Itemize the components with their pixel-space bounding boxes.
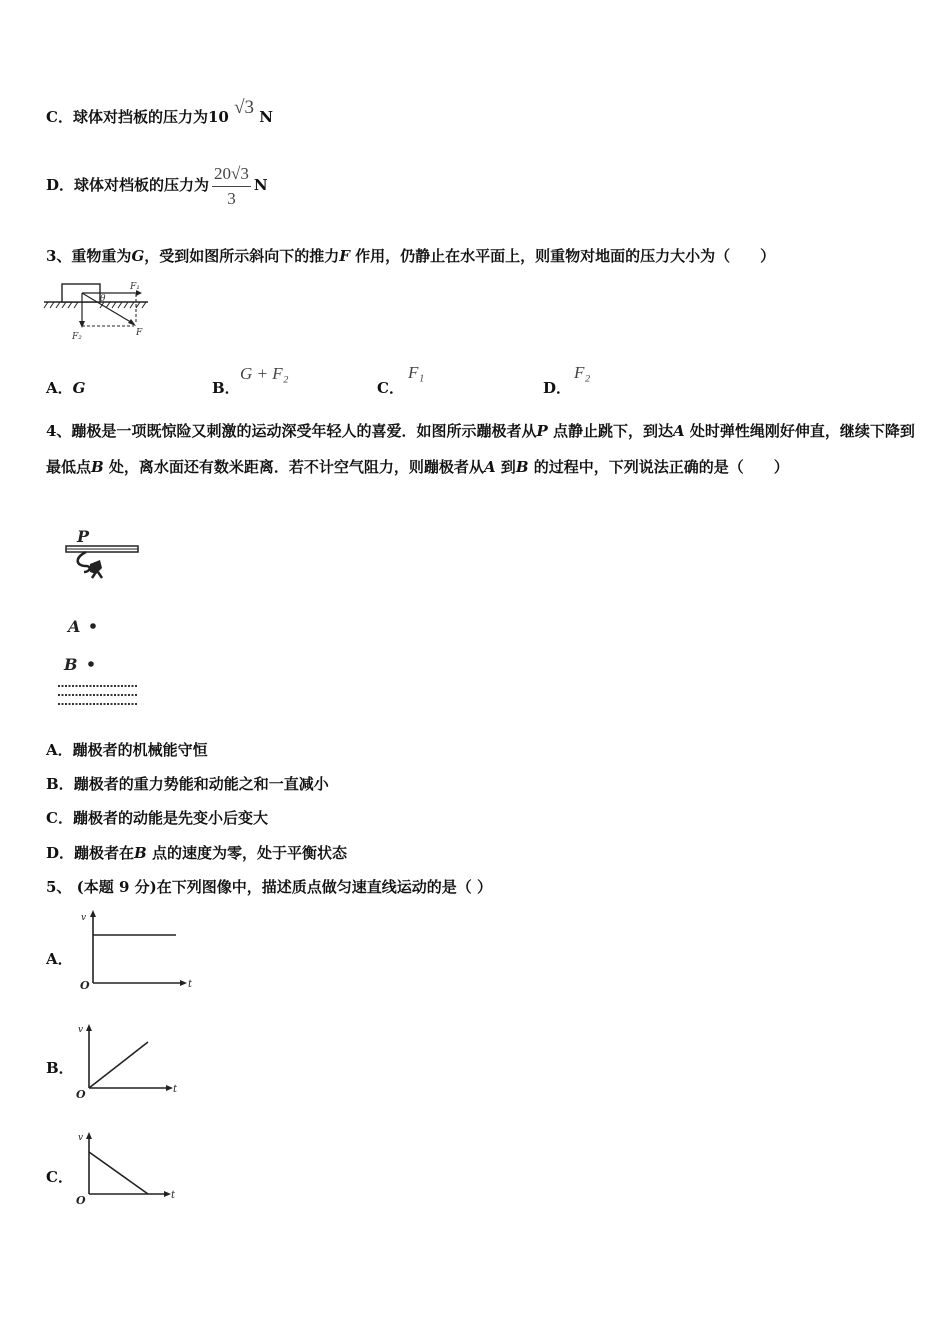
q5-graph-a — [76, 908, 196, 990]
q3-stem-a: 3、重物重为 — [46, 247, 132, 265]
q4-option-a-text: 蹦极者的机械能守恒 — [72, 741, 208, 759]
q4-stem-b1: B — [91, 458, 104, 476]
q3-stem-b: ，受到如图所示斜向下的推力 — [144, 247, 340, 265]
q4-option-d — [46, 842, 347, 863]
q3-option-d — [543, 377, 571, 398]
q3-option-a-value: G — [72, 379, 86, 397]
q4-option-d-text-b: B — [134, 844, 147, 862]
q5-graph-b — [72, 1022, 188, 1100]
q3-option-c-value: F₁ — [408, 363, 425, 382]
q4-option-b-text: 蹦极者的重力势能和动能之和一直减小 — [73, 775, 329, 793]
q2-option-d-numerator: 20√3 — [212, 164, 251, 187]
q3-option-c-label: C． — [377, 379, 404, 397]
q5-graph-b-origin: O — [76, 1088, 86, 1101]
q2-option-d-label: D． — [46, 176, 75, 195]
q4-option-c — [46, 807, 268, 828]
q5-graph-a-ylabel: v — [81, 913, 87, 923]
q4-stem-p: P — [536, 422, 548, 440]
q4-stem-b2: B — [515, 458, 529, 476]
q4-option-d-label: D． — [46, 844, 75, 862]
q3-stem-f: F — [339, 247, 350, 265]
q3-fig-f: F — [136, 328, 143, 338]
q4-bungee-diagram — [56, 526, 146, 716]
q4-option-c-label: C． — [46, 809, 73, 827]
q5-graph-c-xlabel: t — [171, 1190, 176, 1201]
q3-stem-g: G — [131, 247, 145, 265]
q2-option-c-value: 10 — [207, 108, 229, 126]
q2-option-c-label: C． — [46, 108, 73, 126]
q4-stem-a1: A — [672, 422, 685, 440]
q3-fig-f2: F₂ — [72, 332, 82, 342]
q4-fig-a: A — [68, 617, 81, 636]
q5-graph-a-origin: O — [80, 979, 90, 992]
q3-option-b — [212, 377, 240, 398]
q3-fig-f1: F₁ — [130, 282, 140, 292]
q2-option-d — [46, 164, 268, 208]
q4-option-c-text: 蹦极者的动能是先变小后变大 — [72, 809, 268, 827]
q5-graph-a-xlabel: t — [188, 979, 193, 990]
q4-stem-3: 处时弹性绳刚好伸直，继续下降到最低点 — [46, 422, 915, 476]
q2-option-c-unit: N — [259, 108, 273, 126]
q4-option-d-text-a: 蹦极者在 — [74, 844, 135, 862]
q5-graph-b-xlabel: t — [173, 1084, 178, 1095]
q3-option-d-label: D． — [543, 379, 572, 397]
q2-option-d-text: 球体对档板的压力为 — [74, 176, 210, 195]
q4-stem-1: 4、蹦极是一项既惊险又刺激的运动深受年轻人的喜爱．如图所示蹦极者从 — [46, 422, 537, 440]
q4-stem-a2: A — [483, 458, 496, 476]
q3-option-c — [377, 377, 404, 398]
q4-option-b — [46, 773, 329, 794]
q2-option-c-text: 球体对挡板的压力为 — [72, 108, 208, 126]
q4-option-b-label: B． — [46, 775, 74, 793]
q3-stem-c: 作用，仍静止在水平面上，则重物对地面的压力大小为（ ） — [349, 247, 776, 265]
q3-stem — [46, 245, 775, 266]
q3-fig-theta: θ — [100, 294, 106, 304]
q2-option-d-fraction — [212, 164, 251, 208]
q3-option-b-value: G + F₂ — [240, 364, 289, 383]
q4-stem — [46, 413, 918, 485]
q4-stem-4: 处，离水面还有数米距离．若不计空气阻力，则蹦极者从 — [103, 458, 484, 476]
q3-option-d-value: F₂ — [574, 363, 591, 382]
q4-option-a-label: A． — [46, 741, 73, 759]
q4-stem-6: 的过程中，下列说法正确的是（ ） — [528, 458, 789, 476]
q3-option-b-label: B． — [212, 379, 240, 397]
q3-force-diagram — [40, 278, 160, 348]
q5-option-b-label: B． — [46, 1059, 74, 1077]
q5-graph-b-ylabel: v — [78, 1025, 84, 1035]
q3-option-a — [46, 377, 85, 398]
q2-option-c — [46, 97, 273, 128]
q4-fig-b: B — [64, 655, 78, 674]
q5-graph-c-origin: O — [76, 1194, 86, 1207]
q5-option-c-label: C． — [46, 1168, 73, 1186]
q5-graph-c-ylabel: v — [78, 1133, 84, 1143]
q5-graph-c — [72, 1130, 188, 1208]
q4-option-a — [46, 739, 208, 760]
q2-option-c-radical: √3 — [234, 97, 255, 118]
q5-option-a-label: A． — [46, 950, 73, 968]
q4-stem-2: 点静止跳下，到达 — [547, 422, 673, 440]
q4-option-d-text-c: 点的速度为零，处于平衡状态 — [146, 844, 347, 862]
q4-stem-5: 到 — [495, 458, 516, 476]
q2-option-d-unit: N — [253, 176, 268, 195]
q4-fig-p: P — [77, 527, 90, 546]
q3-option-a-label: A． — [46, 379, 73, 397]
q2-option-d-denominator: 3 — [227, 188, 236, 208]
q5-stem: 5、 (本题 9 分)在下列图像中，描述质点做匀速直线运动的是（ ） — [46, 878, 492, 896]
